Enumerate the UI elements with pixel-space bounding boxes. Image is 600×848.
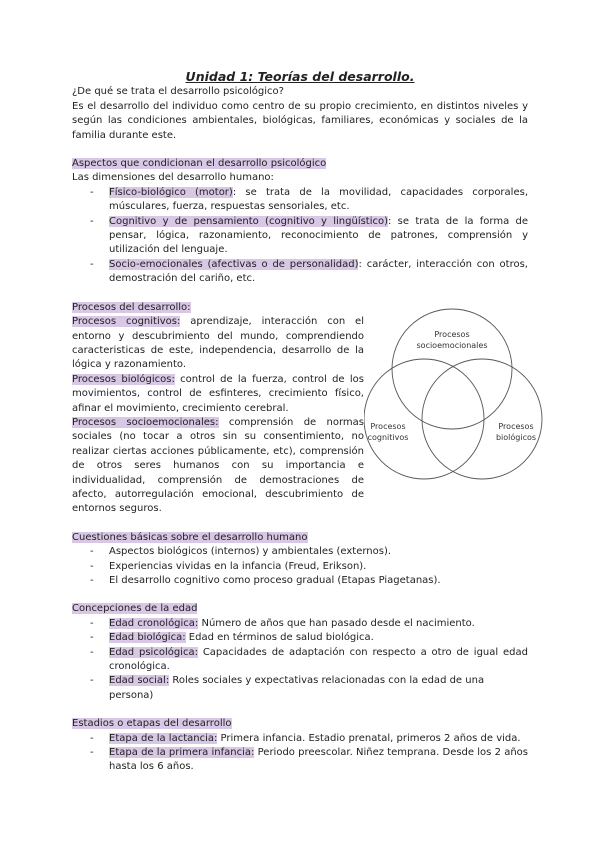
list-item: - Etapa de la lactancia: Primera infancia. Estadio prenatal, primeros 2 años de vida.	[72, 732, 528, 746]
list-item: - Edad biológica: Edad en términos de salud biológica.	[72, 631, 528, 645]
estadios-list	[72, 732, 528, 775]
paragraph: Procesos socioemocionales: comprensión de normas sociales (no tocar a otros sin su consentimiento, no realizar ciertas acciones públicamente, etc), comprensión de otros seres humanos con su importancia e individualidad, comprensión de demostraciones de afecto, autorregulación emocional, descubrimiento de entornos seguros.	[72, 416, 364, 515]
list-item: - Edad cronológica: Número de años que han pasado desde el nacimiento.	[72, 617, 528, 631]
venn-diagram	[364, 301, 544, 501]
venn-label-left-2: cognitivos	[367, 432, 409, 442]
section-heading: Estadios o etapas del desarrollo	[72, 718, 232, 730]
list-item: - Cognitivo y de pensamiento (cognitivo y lingüístico): se trata de la forma de pensar, lógica, razonamiento, reconocimiento de patrones, comprensión y utilización del lenguaje.	[72, 215, 528, 258]
venn-label-left-1: Procesos	[370, 421, 406, 431]
aspectos-list	[72, 186, 528, 287]
section-estadios	[72, 717, 528, 775]
list-item: - Socio-emocionales (afectivas o de personalidad): carácter, interacción con otros, demostración del cariño, etc.	[72, 258, 528, 287]
venn-circle-biologicos	[422, 359, 542, 479]
page-title: Unidad 1: Teorías del desarrollo.	[185, 69, 415, 84]
list-item: - Aspectos biológicos (internos) y ambientales (externos).	[72, 545, 528, 559]
section-lead: Las dimensiones del desarrollo humano:	[72, 172, 274, 184]
venn-circle-socioemocionales	[392, 309, 512, 429]
venn-label-top-1: Procesos	[434, 329, 470, 339]
section-edad	[72, 602, 528, 703]
section-procesos	[72, 301, 537, 517]
list-item: - Experiencias vividas en la infancia (Freud, Erikson).	[72, 560, 528, 574]
venn-label-top-2: socioemocionales	[416, 340, 488, 350]
edad-list	[72, 617, 528, 703]
list-item: - Edad psicológica: Capacidades de adaptación con respecto a otro de igual edad cronológica.	[72, 646, 528, 675]
cuestiones-list	[72, 545, 528, 588]
venn-label-right-1: Procesos	[498, 421, 534, 431]
section-heading: Aspectos que condicionan el desarrollo psicológico	[72, 158, 327, 170]
section-heading: Procesos del desarrollo:	[72, 301, 191, 313]
intro-answer: Es el desarrollo del individuo como centro de su propio crecimiento, en distintos niveles y según las condiciones ambientales, biológicas, familiares, económicas y sociales de la familia durante este.	[72, 100, 528, 141]
paragraph: Procesos cognitivos: aprendizaje, interacción con el entorno y descubrimiento del mundo, comprendiendo caracteristicas de este, independencia, desarrollo de la lógica y razonamiento.	[72, 316, 364, 371]
list-item: - El desarrollo cognitivo como proceso gradual (Etapas Piagetanas).	[72, 574, 528, 588]
section-heading: Cuestiones básicas sobre el desarrollo humano	[72, 531, 308, 543]
procesos-text	[72, 315, 364, 517]
section-cuestiones	[72, 531, 528, 589]
list-item: - Edad social: Roles sociales y expectativas relacionadas con la edad de una persona)	[72, 674, 528, 703]
venn-label-right-2: biológicos	[495, 432, 537, 442]
list-item: - Físico-biológico (motor): se trata de la movilidad, capacidades corporales, músculares, fuerza, respuestas sensoriales, etc.	[72, 186, 528, 215]
paragraph: Procesos biológicos: control de la fuerza, control de los movimientos, control de esfinteres, crecimiento físico, afinar el movimiento, crecimiento cerebral.	[72, 373, 364, 414]
section-aspectos	[72, 157, 528, 287]
intro-question: ¿De qué se trata el desarrollo psicológico?	[72, 86, 284, 98]
section-heading: Concepciones de la edad	[72, 603, 198, 615]
list-item: - Etapa de la primera infancia: Periodo preescolar. Niñez temprana. Desde los 2 años hasta los 6 años.	[72, 746, 528, 775]
document-page	[72, 69, 537, 775]
venn-circle-cognitivos	[364, 359, 484, 479]
